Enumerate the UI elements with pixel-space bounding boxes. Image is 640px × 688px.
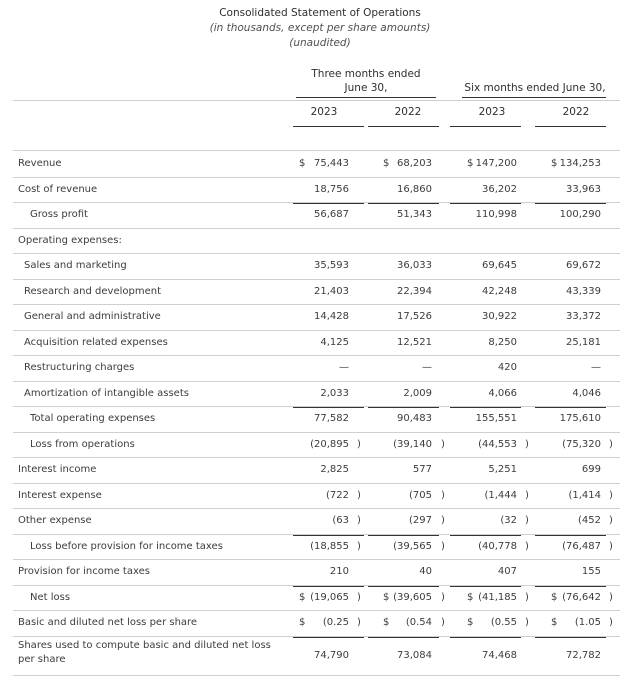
cell-value: 8,250 xyxy=(488,336,517,348)
close-paren: ) xyxy=(609,489,613,501)
cell-value: — xyxy=(591,362,601,373)
cell-value: (32 xyxy=(500,515,517,526)
cell-value: (39,565 xyxy=(393,540,432,552)
cell-value: 33,963 xyxy=(566,183,601,195)
close-paren: ) xyxy=(609,617,613,628)
table-row xyxy=(0,406,640,432)
cell-value: 25,181 xyxy=(566,336,601,348)
row-divider xyxy=(13,675,620,676)
table-row xyxy=(0,381,640,407)
row-label: Cost of revenue xyxy=(18,183,98,195)
cell-value: (44,553 xyxy=(478,438,517,450)
currency-symbol: $ xyxy=(299,591,306,603)
total-rule xyxy=(450,407,521,408)
cell-value: 12,521 xyxy=(397,336,432,348)
table-row xyxy=(0,177,640,203)
close-paren: ) xyxy=(609,591,613,603)
cell-value: 30,922 xyxy=(482,311,517,322)
close-paren: ) xyxy=(525,617,529,628)
cell-value: 155 xyxy=(581,566,601,577)
cell-value: 75,443 xyxy=(314,158,349,169)
three-months-header-line1: Three months ended xyxy=(311,68,421,80)
currency-symbol: $ xyxy=(551,158,558,169)
statement-title: Consolidated Statement of Operations xyxy=(219,7,421,19)
currency-symbol: $ xyxy=(467,591,474,603)
cell-value: (452 xyxy=(578,515,601,526)
close-paren: ) xyxy=(525,591,529,603)
row-label: Restructuring charges xyxy=(24,362,135,373)
table-row xyxy=(0,432,640,458)
row-label: Provision for income taxes xyxy=(18,566,150,577)
cell-value: 42,248 xyxy=(482,285,517,297)
row-label: Interest income xyxy=(18,464,97,475)
currency-symbol: $ xyxy=(551,617,558,628)
total-rule xyxy=(450,535,521,536)
cell-value: 4,046 xyxy=(572,387,601,399)
row-label: Other expense xyxy=(18,515,92,526)
cell-value: 699 xyxy=(581,464,601,475)
row-label: Gross profit xyxy=(30,209,88,220)
cell-value: 43,339 xyxy=(566,285,601,297)
cell-value: (39,140 xyxy=(393,438,432,450)
table-row xyxy=(0,304,640,330)
cell-value: (19,065 xyxy=(310,591,349,603)
row-label: Acquisition related expenses xyxy=(24,336,168,348)
year-rule-1 xyxy=(293,126,364,127)
cell-value: (1,444 xyxy=(484,489,517,501)
cell-value: 407 xyxy=(497,566,517,577)
cell-value: 577 xyxy=(412,464,432,475)
cell-value: 100,290 xyxy=(559,209,601,220)
row-label: Loss from operations xyxy=(30,438,135,450)
cell-value: 4,066 xyxy=(488,387,517,399)
cell-value: 110,998 xyxy=(475,209,517,220)
year-header-h-2022: 2022 xyxy=(562,106,590,118)
row-label: Sales and marketing xyxy=(24,260,127,271)
currency-symbol: $ xyxy=(383,591,390,603)
table-row xyxy=(0,610,640,636)
year-rule-3 xyxy=(450,126,521,127)
cell-value: (0.54 xyxy=(405,617,432,628)
table-row xyxy=(0,559,640,585)
cell-value: 21,403 xyxy=(314,285,349,297)
total-rule xyxy=(368,586,439,587)
cell-value: 155,551 xyxy=(475,413,517,424)
statement-note: (unaudited) xyxy=(289,37,351,49)
close-paren: ) xyxy=(357,515,361,526)
total-rule xyxy=(293,535,364,536)
close-paren: ) xyxy=(525,515,529,526)
table-row xyxy=(0,228,640,254)
cell-value: (76,642 xyxy=(562,591,601,603)
close-paren: ) xyxy=(525,438,529,450)
row-label: Revenue xyxy=(18,158,62,169)
cell-value: 134,253 xyxy=(559,158,601,169)
cell-value: 90,483 xyxy=(397,413,432,424)
close-paren: ) xyxy=(441,515,445,526)
total-rule xyxy=(535,637,606,638)
row-label: General and administrative xyxy=(24,311,161,322)
cell-value: 18,756 xyxy=(314,183,349,195)
close-paren: ) xyxy=(441,438,445,450)
cell-value: 69,672 xyxy=(566,260,601,271)
total-rule xyxy=(535,586,606,587)
total-rule xyxy=(368,637,439,638)
currency-symbol: $ xyxy=(551,591,558,603)
cell-value: 22,394 xyxy=(397,285,432,297)
cell-value: 5,251 xyxy=(488,464,517,475)
cell-value: 2,033 xyxy=(320,387,349,399)
cell-value: (41,185 xyxy=(478,591,517,603)
close-paren: ) xyxy=(609,438,613,450)
currency-symbol: $ xyxy=(383,617,390,628)
table-row xyxy=(0,636,640,675)
cell-value: (76,487 xyxy=(562,540,601,552)
cell-value: 77,582 xyxy=(314,413,349,424)
year-rule-4 xyxy=(535,126,606,127)
close-paren: ) xyxy=(357,438,361,450)
close-paren: ) xyxy=(357,489,361,501)
cell-value: 56,687 xyxy=(314,209,349,220)
cell-value: (1,414 xyxy=(568,489,601,501)
statement-subtitle: (in thousands, except per share amounts) xyxy=(209,22,431,34)
cell-value: 2,009 xyxy=(403,387,432,399)
header-divider xyxy=(13,100,620,101)
cell-value: (75,320 xyxy=(562,438,601,450)
total-rule xyxy=(293,637,364,638)
cell-value: — xyxy=(422,362,432,373)
cell-value: 69,645 xyxy=(482,260,517,271)
cell-value: (20,895 xyxy=(310,438,349,450)
cell-value: (18,855 xyxy=(310,540,349,552)
currency-symbol: $ xyxy=(383,158,390,169)
total-rule xyxy=(450,203,521,204)
total-rule xyxy=(535,535,606,536)
total-rule xyxy=(368,203,439,204)
close-paren: ) xyxy=(441,489,445,501)
cell-value: 175,610 xyxy=(559,413,601,424)
cell-value: 40 xyxy=(419,566,432,577)
table-row xyxy=(0,355,640,381)
row-label: Loss before provision for income taxes xyxy=(30,540,223,552)
cell-value: 2,825 xyxy=(320,464,349,475)
total-rule xyxy=(535,203,606,204)
total-rule xyxy=(450,637,521,638)
year-rule-2 xyxy=(368,126,439,127)
table-row xyxy=(0,585,640,611)
close-paren: ) xyxy=(525,540,529,552)
total-rule xyxy=(293,586,364,587)
row-label: Amortization of intangible assets xyxy=(24,387,189,399)
cell-value: 36,033 xyxy=(397,260,432,271)
cell-value: 36,202 xyxy=(482,183,517,195)
close-paren: ) xyxy=(357,591,361,603)
cell-value: (39,605 xyxy=(393,591,432,603)
total-rule xyxy=(535,407,606,408)
total-rule xyxy=(450,586,521,587)
row-label: Operating expenses: xyxy=(18,234,122,246)
cell-value: 14,428 xyxy=(314,311,349,322)
table-row xyxy=(0,483,640,509)
six-months-header-rule xyxy=(462,97,606,98)
cell-value: 420 xyxy=(497,362,517,373)
table-row xyxy=(0,151,640,177)
currency-symbol: $ xyxy=(299,158,306,169)
total-rule xyxy=(368,407,439,408)
close-paren: ) xyxy=(609,540,613,552)
table-row xyxy=(0,508,640,534)
year-header-q-2023: 2023 xyxy=(310,106,338,118)
close-paren: ) xyxy=(525,489,529,501)
row-label: Research and development xyxy=(24,285,162,297)
close-paren: ) xyxy=(441,591,445,603)
close-paren: ) xyxy=(441,617,445,628)
currency-symbol: $ xyxy=(467,158,474,169)
row-label: Total operating expenses xyxy=(30,413,156,424)
row-label: Net loss xyxy=(30,591,71,603)
currency-symbol: $ xyxy=(299,617,306,628)
year-header-q-2022: 2022 xyxy=(394,106,422,118)
close-paren: ) xyxy=(357,540,361,552)
table-row xyxy=(0,279,640,305)
cell-value: 210 xyxy=(329,566,349,577)
close-paren: ) xyxy=(441,540,445,552)
cell-value: (0.25 xyxy=(322,617,349,628)
cell-value: — xyxy=(339,362,349,373)
row-label: Interest expense xyxy=(18,489,102,501)
cell-value: (40,778 xyxy=(478,540,517,552)
total-rule xyxy=(368,535,439,536)
six-months-header: Six months ended June 30, xyxy=(464,82,606,94)
cell-value: 147,200 xyxy=(475,158,517,169)
cell-value: 4,125 xyxy=(320,336,349,348)
three-months-header-line2: June 30, xyxy=(344,82,388,94)
total-rule xyxy=(293,203,364,204)
year-header-h-2023: 2023 xyxy=(478,106,506,118)
cell-value: (297 xyxy=(409,515,432,526)
table-row xyxy=(0,253,640,279)
table-row xyxy=(0,202,640,228)
close-paren: ) xyxy=(357,617,361,628)
cell-value: 35,593 xyxy=(314,260,349,271)
close-paren: ) xyxy=(609,515,613,526)
cell-value: 33,372 xyxy=(566,311,601,322)
cell-value: (0.55 xyxy=(490,617,517,628)
cell-value: (1.05 xyxy=(574,617,601,628)
cell-value: 17,526 xyxy=(397,311,432,322)
cell-value: (705 xyxy=(409,489,432,501)
cell-value: (63 xyxy=(332,515,349,526)
total-rule xyxy=(293,407,364,408)
three-months-header-rule xyxy=(296,97,436,98)
table-row xyxy=(0,534,640,560)
cell-value: 73,084 xyxy=(397,649,432,661)
cell-value: 74,790 xyxy=(314,649,349,661)
currency-symbol: $ xyxy=(467,617,474,628)
cell-value: 51,343 xyxy=(397,209,432,220)
cell-value: 74,468 xyxy=(482,649,517,661)
table-row xyxy=(0,457,640,483)
row-label: Basic and diluted net loss per share xyxy=(18,617,198,628)
cell-value: 68,203 xyxy=(397,158,432,169)
row-label: Shares used to compute basic and diluted net loss per share xyxy=(18,639,271,665)
cell-value: (722 xyxy=(326,489,349,501)
cell-value: 72,782 xyxy=(566,649,601,661)
table-row xyxy=(0,330,640,356)
cell-value: 16,860 xyxy=(397,183,432,195)
